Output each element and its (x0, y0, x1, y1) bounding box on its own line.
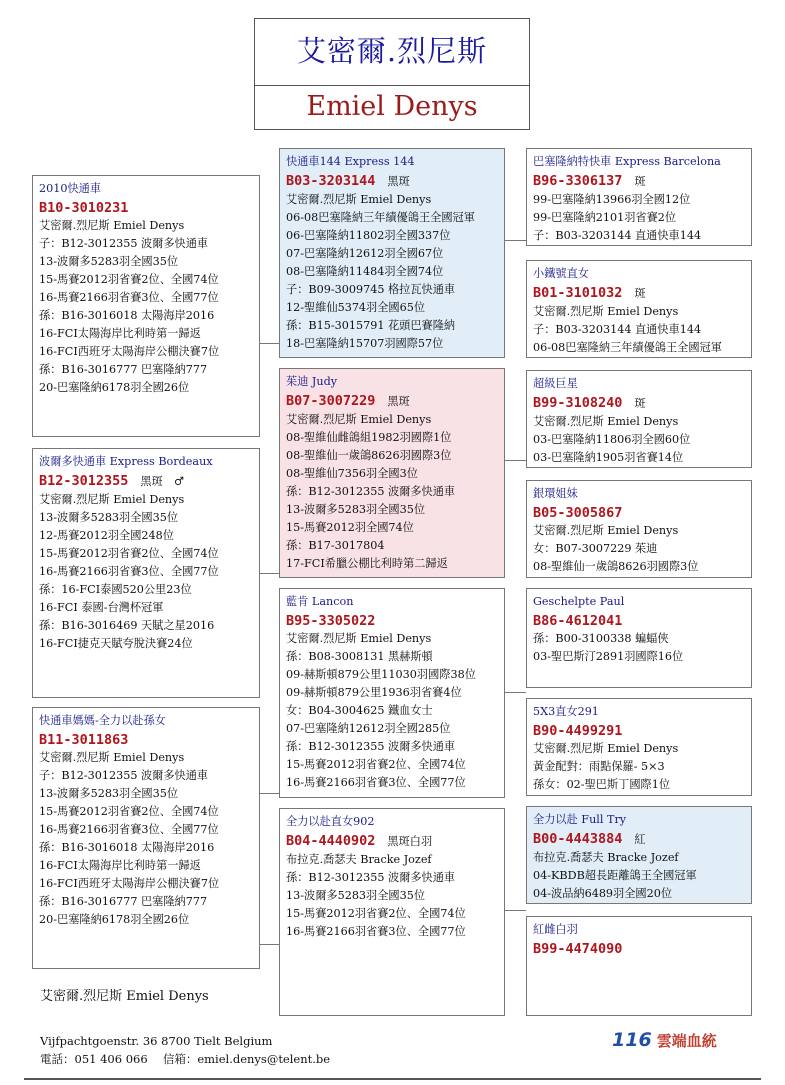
record-line: 黃金配對：雨點保羅- 5×3 (533, 760, 665, 773)
ring-number: B95-3305022 (286, 613, 376, 629)
record-line: 13-波爾多5283羽全國35位 (286, 503, 426, 516)
record-line: 15-馬賽2012羽省賽2位、全國74位 (39, 805, 219, 818)
record-line: 15-馬賽2012羽全國74位 (286, 521, 414, 534)
pedigree-box-gen1-2[interactable] (32, 448, 260, 698)
bird-color: 黑斑白羽 (387, 835, 433, 848)
record-line: 20-巴塞隆納6178羽全國26位 (39, 913, 190, 926)
ring-number: B99-3108240 (533, 395, 623, 411)
record-line: 15-馬賽2012羽省賽2位、全國74位 (39, 273, 219, 286)
logo-text: 雲端血統 (656, 1032, 717, 1050)
pedigree-box-gen3-6[interactable] (526, 698, 752, 796)
bird-name: Geschelpte Paul (533, 595, 625, 608)
pedigree-box-gen3-8[interactable] (526, 916, 752, 1016)
connector-line (260, 573, 279, 574)
owner-name: 艾密爾.烈尼斯 Emiel Denys (40, 989, 209, 1004)
connector-line (505, 240, 526, 241)
record-line: 17-FCI希臘公棚比利時第二歸返 (286, 557, 448, 570)
brand-logo (612, 1029, 717, 1051)
record-line: 06-08巴塞隆納三年績優鴿王全國冠軍 (286, 211, 475, 224)
bird-name: 藍肯 Lancon (286, 595, 354, 608)
ring-number: B04-4440902 (286, 833, 376, 849)
record-line: 艾密爾.烈尼斯 Emiel Denys (533, 524, 679, 537)
pedigree-box-gen3-2[interactable] (526, 260, 752, 358)
phone-email-line: 電話：051 406 066 信箱：emiel.denys@telent.be (40, 1052, 331, 1066)
bird-name: 紅雌白羽 (533, 923, 578, 936)
record-line: 07-巴塞隆納12612羽全國285位 (286, 722, 451, 735)
record-line: 16-FCI 泰國-台灣杯冠軍 (39, 601, 164, 614)
record-line: 孫：B16-3016018 太陽海岸2016 (39, 309, 215, 322)
record-line: 孫：B12-3012355 波爾多快通車 (286, 485, 456, 498)
record-line: 艾密爾.烈尼斯 Emiel Denys (286, 193, 432, 206)
record-line: 女：B04-3004625 鐵血女士 (286, 704, 433, 717)
bird-name: 小鐵號直女 (533, 267, 589, 280)
pedigree-box-gen1-1[interactable] (32, 175, 260, 437)
record-line: 艾密爾.烈尼斯 Emiel Denys (533, 305, 679, 318)
record-line: 艾密爾.烈尼斯 Emiel Denys (39, 219, 185, 232)
pedigree-box-gen2-2[interactable] (279, 368, 505, 578)
record-line: 13-波爾多5283羽全國35位 (39, 255, 179, 268)
pedigree-box-gen3-4[interactable] (526, 480, 752, 578)
record-line: 07-巴塞隆納12612羽全國67位 (286, 247, 444, 260)
record-line: 艾密爾.烈尼斯 Emiel Denys (533, 415, 679, 428)
ring-number: B00-4443884 (533, 831, 623, 847)
record-line: 03-巴塞隆納11806羽全國60位 (533, 433, 691, 446)
record-line: 艾密爾.烈尼斯 Emiel Denys (286, 413, 432, 426)
record-line: 艾密爾.烈尼斯 Emiel Denys (533, 742, 679, 755)
record-line: 03-聖巴斯汀2891羽國際16位 (533, 650, 684, 663)
ring-number: B12-3012355 (39, 473, 129, 489)
title-chinese: 艾密爾.烈尼斯 (296, 34, 488, 68)
record-line: 子：B12-3012355 波爾多快通車 (39, 237, 209, 250)
record-line: 布拉克.喬瑟夫 Bracke Jozef (533, 851, 679, 864)
record-line: 16-FCI西班牙太陽海岸公棚決賽7位 (39, 345, 220, 358)
record-line: 孫：B17-3017804 (286, 539, 385, 552)
ring-number: B01-3101032 (533, 285, 623, 301)
record-line: 09-赫斯頓879公里11030羽國際38位 (286, 668, 476, 681)
record-line: 孫：B08-3008131 黑赫斯頓 (286, 650, 433, 663)
record-line: 13-波爾多5283羽全國35位 (39, 511, 179, 524)
ring-number: B11-3011863 (39, 732, 129, 748)
record-line: 08-聖維仙7356羽全國3位 (286, 467, 418, 480)
bird-name: 快通車144 Express 144 (286, 155, 415, 168)
pedigree-box-gen3-3[interactable] (526, 370, 752, 468)
bird-name: 波爾多快通車 Express Bordeaux (39, 455, 213, 468)
bird-name: 超級巨星 (533, 377, 578, 390)
record-line: 16-FCI太陽海岸比利時第一歸返 (39, 327, 201, 340)
record-line: 孫：B00-3100338 蝙蝠俠 (533, 632, 669, 645)
bird-color: 紅 (634, 833, 646, 846)
record-line: 08-巴塞隆納11484羽全國74位 (286, 265, 444, 278)
bird-name: 2010快通車 (39, 182, 102, 195)
record-line: 18-巴塞隆納15707羽國際57位 (286, 337, 444, 350)
record-line: 13-波爾多5283羽全國35位 (286, 889, 426, 902)
contact-info (40, 1032, 330, 1068)
record-line: 孫：B16-3016777 巴塞隆納777 (39, 363, 208, 376)
record-line: 孫：16-FCI泰國520公里23位 (39, 583, 192, 596)
record-line: 99-巴塞隆納13966羽全國12位 (533, 193, 691, 206)
footer-divider (24, 1078, 761, 1080)
record-line: 孫：B16-3016018 太陽海岸2016 (39, 841, 215, 854)
record-line: 孫：B16-3016777 巴塞隆納777 (39, 895, 208, 908)
record-line: 15-馬賽2012羽省賽2位、全國74位 (39, 547, 219, 560)
record-line: 女：B07-3007229 茱迪 (533, 542, 658, 555)
pedigree-box-gen1-3[interactable] (32, 707, 260, 969)
bird-color: 斑 (634, 175, 646, 188)
bird-color: 黑斑 (387, 395, 410, 408)
record-line: 09-赫斯頓879公里1936羽省賽4位 (286, 686, 462, 699)
connector-line (505, 910, 526, 911)
bird-color: 斑 (634, 287, 646, 300)
record-line: 16-馬賽2166羽省賽3位、全國77位 (286, 776, 466, 789)
record-line: 04-KBDB超長距離鴿王全國冠軍 (533, 869, 697, 882)
ring-number: B10-3010231 (39, 200, 129, 216)
connector-line (260, 793, 279, 794)
record-line: 艾密爾.烈尼斯 Emiel Denys (39, 751, 185, 764)
record-line: 16-FCI太陽海岸比利時第一歸返 (39, 859, 201, 872)
record-line: 20-巴塞隆納6178羽全國26位 (39, 381, 190, 394)
record-line: 子：B12-3012355 波爾多快通車 (39, 769, 209, 782)
record-line: 布拉克.喬瑟夫 Bracke Jozef (286, 853, 432, 866)
connector-line (260, 944, 279, 945)
record-line: 艾密爾.烈尼斯 Emiel Denys (39, 493, 185, 506)
bird-name: 巴塞隆納特快車 Express Barcelona (533, 155, 721, 168)
pedigree-box-gen2-4[interactable] (279, 808, 505, 1016)
record-line: 13-波爾多5283羽全國35位 (39, 787, 179, 800)
ring-number: B90-4499291 (533, 723, 623, 739)
record-line: 12-馬賽2012羽全國248位 (39, 529, 174, 542)
ring-number: B03-3203144 (286, 173, 376, 189)
record-line: 08-聖維仙雌鴿組1982羽國際1位 (286, 431, 452, 444)
pedigree-box-gen3-7[interactable] (526, 806, 752, 904)
connector-line (505, 460, 526, 461)
record-line: 03-巴塞隆納1905羽省賽14位 (533, 451, 684, 464)
bird-name: 銀環姐妹 (533, 487, 578, 500)
bird-color: 黑斑 (387, 175, 410, 188)
ring-number: B96-3306137 (533, 173, 623, 189)
record-line: 孫：B12-3012355 波爾多快通車 (286, 871, 456, 884)
ring-number: B86-4612041 (533, 613, 623, 629)
ring-number: B07-3007229 (286, 393, 376, 409)
record-line: 孫：B12-3012355 波爾多快通車 (286, 740, 456, 753)
record-line: 15-馬賽2012羽省賽2位、全國74位 (286, 907, 466, 920)
record-line: 16-馬賽2166羽省賽3位、全國77位 (286, 925, 466, 938)
pedigree-box-gen2-3[interactable] (279, 588, 505, 798)
pedigree-box-gen2-1[interactable] (279, 148, 505, 358)
pedigree-box-gen3-5[interactable] (526, 588, 752, 688)
logo-number: 116 (612, 1029, 652, 1051)
bird-name: 全力以赴直女902 (286, 815, 375, 828)
record-line: 99-巴塞隆納2101羽省賽2位 (533, 211, 677, 224)
record-line: 16-馬賽2166羽省賽3位、全國77位 (39, 291, 219, 304)
record-line: 孫女：02-聖巴斯丁國際1位 (533, 778, 671, 791)
record-line: 06-08巴塞隆納三年績優鴿王全國冠軍 (533, 341, 722, 354)
record-line: 08-聖維仙一歲鴿8626羽國際3位 (533, 560, 699, 573)
pedigree-box-gen3-1[interactable] (526, 148, 752, 246)
bird-color: 黑斑 ♂ (140, 475, 184, 488)
record-line: 孫：B15-3015791 花頭巴賽隆納 (286, 319, 456, 332)
connector-line (505, 692, 526, 693)
address-line: Vijfpachtgoenstr. 36 8700 Tielt Belgium (40, 1034, 273, 1048)
title-box (254, 18, 530, 130)
record-line: 16-FCI西班牙太陽海岸公棚決賽7位 (39, 877, 220, 890)
title-divider (255, 85, 529, 86)
record-line: 16-FCI捷克天賦夸脫決賽24位 (39, 637, 193, 650)
bird-name: 5X3直女291 (533, 705, 599, 718)
bird-name: 茱迪 Judy (286, 375, 338, 388)
record-line: 15-馬賽2012羽省賽2位、全國74位 (286, 758, 466, 771)
title-english: Emiel Denys (306, 91, 478, 122)
bird-name: 全力以赴 Full Try (533, 813, 627, 826)
bird-name: 快通車媽媽-全力以赴孫女 (39, 714, 166, 727)
record-line: 孫：B16-3016469 天賦之星2016 (39, 619, 215, 632)
record-line: 子：B03-3203144 直通快車144 (533, 323, 702, 336)
record-line: 子：B09-3009745 格拉瓦快通車 (286, 283, 456, 296)
record-line: 06-巴塞隆納11802羽全國337位 (286, 229, 451, 242)
record-line: 16-馬賽2166羽省賽3位、全國77位 (39, 823, 219, 836)
record-line: 艾密爾.烈尼斯 Emiel Denys (286, 632, 432, 645)
record-line: 12-聖維仙5374羽全國65位 (286, 301, 426, 314)
connector-line (260, 343, 279, 344)
ring-number: B99-4474090 (533, 941, 623, 957)
ring-number: B05-3005867 (533, 505, 623, 521)
bird-color: 斑 (634, 397, 646, 410)
record-line: 子：B03-3203144 直通快車144 (533, 229, 702, 242)
record-line: 04-波品納6489羽全國20位 (533, 887, 673, 900)
record-line: 08-聖維仙一歲鴿8626羽國際3位 (286, 449, 452, 462)
record-line: 16-馬賽2166羽省賽3位、全國77位 (39, 565, 219, 578)
